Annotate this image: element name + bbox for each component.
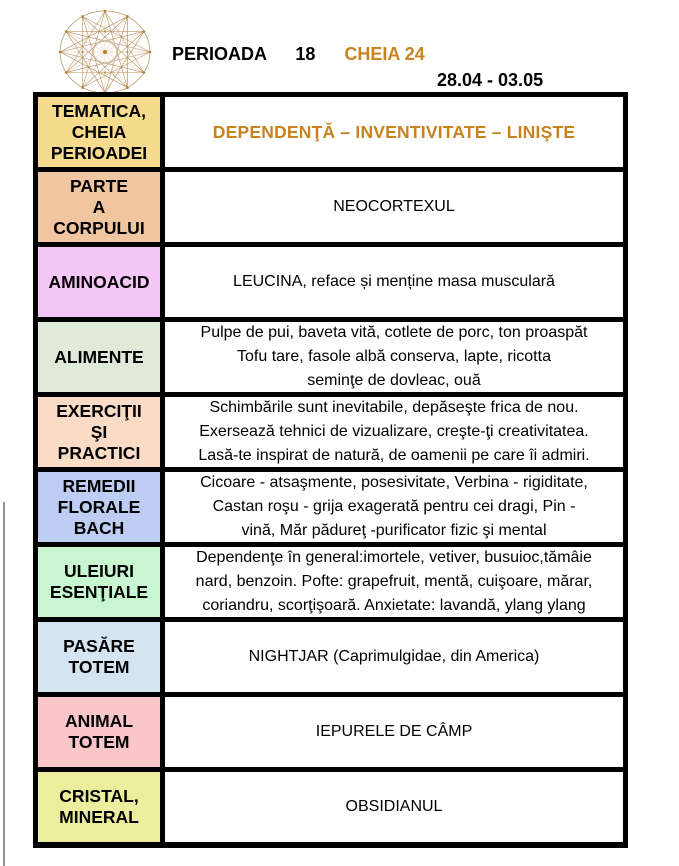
row-label: AMINOACID	[38, 247, 165, 317]
table-row-animal-totem	[38, 697, 623, 772]
row-label: PASĂRE TOTEM	[38, 622, 165, 692]
sacred-geometry-sphere-icon	[56, 8, 154, 96]
row-content: Pulpe de pui, baveta vită, cotlete de porc, ton proaspăt Tofu tare, fasole albă conserva, lapte, ricotta seminţe de dovleac, ouă	[165, 322, 623, 392]
row-content: Dependenţe în general:imortele, vetiver, busuioc,tămâie nard, benzoin. Pofte: grapefruit, mentă, cuişoare, mărar, coriandru, scorţişoară. Anxietate: lavandă, ylang ylang	[165, 547, 623, 617]
row-label: ANIMAL TOTEM	[38, 697, 165, 767]
row-label: ALIMENTE	[38, 322, 165, 392]
date-range: 28.04 - 03.05	[437, 70, 544, 90]
table-row-pasare-totem	[38, 622, 623, 697]
table-row-tematica	[38, 97, 623, 172]
key-label: CHEIA 24	[344, 44, 425, 64]
table-row-parte-corp	[38, 172, 623, 247]
row-content: DEPENDENŢĂ – INVENTIVITATE – LINIŞTE	[165, 97, 623, 167]
table-row-exercitii	[38, 397, 623, 472]
row-content: IEPURELE DE CÂMP	[165, 697, 623, 767]
row-content: NIGHTJAR (Caprimulgidae, din America)	[165, 622, 623, 692]
table-row-aminoacid	[38, 247, 623, 322]
period-number: 18	[295, 44, 316, 64]
row-content: Schimbările sunt inevitabile, depăseşte frica de nou. Exersează tehnici de vizualizare, creşte-ţi creativitatea. Lasă-te inspirat de natură, de oamenii pe care îi admiri.	[165, 397, 623, 467]
period-label: PERIOADA	[172, 44, 267, 64]
row-label: TEMATICA, CHEIA PERIOADEI	[38, 97, 165, 167]
page-title	[172, 44, 425, 65]
table-row-cristal	[38, 772, 623, 842]
sacred-geometry-logo	[56, 8, 154, 96]
row-label: REMEDII FLORALE BACH	[38, 472, 165, 542]
table-row-uleiuri	[38, 547, 623, 622]
row-label: EXERCIŢII ŞI PRACTICI	[38, 397, 165, 467]
row-content: NEOCORTEXUL	[165, 172, 623, 242]
table-row-remedii-bach	[38, 472, 623, 547]
table-row-alimente	[38, 322, 623, 397]
row-content: Cicoare - atsaşmente, posesivitate, Verbina - rigiditate, Castan roşu - grija exagerată pentru cei dragi, Pin - vină, Măr pădureţ -purificator fizic şi mental	[165, 472, 623, 542]
row-label: ULEIURI ESENŢIALE	[38, 547, 165, 617]
page-edge-line	[3, 502, 5, 866]
row-label: PARTE A CORPULUI	[38, 172, 165, 242]
period-info-table	[33, 92, 628, 848]
row-label: CRISTAL, MINERAL	[38, 772, 165, 842]
row-content: OBSIDIANUL	[165, 772, 623, 842]
row-content: LEUCINA, reface și menține masa musculară	[165, 247, 623, 317]
